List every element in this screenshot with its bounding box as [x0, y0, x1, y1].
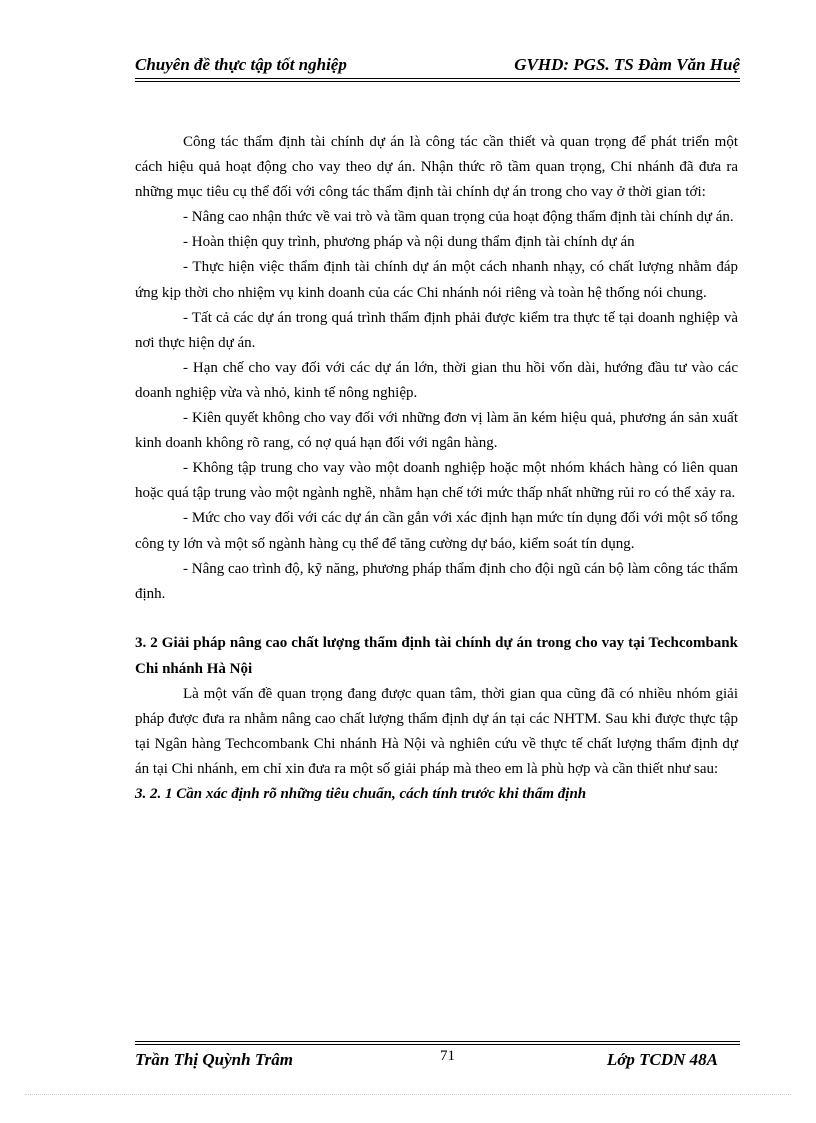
bullet-item: - Thực hiện việc thẩm định tài chính dự án một cách nhanh nhạy, có chất lượng nhằm đáp ứng kịp thời cho nhiệm vụ kinh doanh của các Chi nhánh nói riêng và toàn hệ thống nói chung.: [135, 259, 738, 301]
bullet-item: - Nâng cao nhận thức về vai trò và tầm quan trọng của hoạt động thẩm định tài chính dự án.: [183, 209, 734, 226]
header-document-title: Chuyên đề thực tập tốt nghiệp: [135, 55, 347, 74]
footer-author: Trần Thị Quỳnh Trâm: [135, 1050, 293, 1069]
bullet-item: - Mức cho vay đối với các dự án cần gắn với xác định hạn mức tín dụng đối với một số tổng công ty lớn và một số ngành hàng cụ thể để tăng cường dự báo, kiểm soát tín dụng.: [135, 510, 738, 552]
bullet-item: - Nâng cao trình độ, kỹ năng, phương pháp thẩm định cho đội ngũ cán bộ làm công tác thẩm định.: [135, 560, 738, 602]
header-rule-thin: [135, 81, 740, 82]
bullet-item: - Kiên quyết không cho vay đối với những đơn vị làm ăn kém hiệu quả, phương án sản xuất kinh doanh không rõ rang, có nợ quá hạn đối với ngân hàng.: [135, 410, 738, 452]
section-heading: 3. 2 Giải pháp nâng cao chất lượng thẩm định tài chính dự án trong cho vay tại Techcombank Chi nhánh Hà Nội: [135, 634, 738, 677]
footer-class: Lớp TCDN 48A: [606, 1050, 718, 1069]
subsection-heading: 3. 2. 1 Cần xác định rõ những tiêu chuẩn, cách tính trước khi thẩm định: [135, 786, 587, 803]
section-paragraph: Là một vấn đề quan trọng đang được quan tâm, thời gian qua cũng đã có nhiều nhóm giải pháp được đưa ra nhằm nâng cao chất lượng thẩm định dự án tại các NHTM. Sau khi được thực tập tại Ngân hàng Techcombank Chi nhánh Hà Nội và nghiên cứu về thực tế chất lượng thẩm định dự án tại Chi nhánh, em chỉ xin đưa ra một số giải pháp mà theo em là phù hợp và cần thiết như sau:: [135, 685, 738, 778]
page-header: [135, 55, 740, 79]
bullet-item: - Hạn chế cho vay đối với các dự án lớn, thời gian thu hồi vốn dài, hướng đầu tư vào các doanh nghiệp vừa và nhỏ, kinh tế nông nghiệp.: [135, 359, 738, 401]
footer-rule-thin: [135, 1041, 740, 1042]
bullet-item: - Tất cả các dự án trong quá trình thẩm định phải được kiểm tra thực tế tại doanh nghiệp và nơi thực hiện dự án.: [135, 309, 738, 351]
bullet-item: - Hoàn thiện quy trình, phương pháp và nội dung thẩm định tài chính dự án: [183, 234, 635, 251]
page-bottom-dotted-line: [25, 1094, 791, 1095]
page-body: [135, 130, 738, 807]
section-spacer: [135, 607, 738, 630]
page-number: 71: [440, 1048, 455, 1064]
footer-rule-thick: [135, 1044, 740, 1045]
header-rule-thick: [135, 78, 740, 79]
page-footer: [135, 1050, 740, 1074]
header-supervisor: GVHD: PGS. TS Đàm Văn Huệ: [514, 55, 740, 74]
bullet-item: - Không tập trung cho vay vào một doanh nghiệp hoặc một nhóm khách hàng có liên quan hoặc quá tập trung vào một ngành nghề, nhằm hạn chế tới mức thấp nhất những rủi ro có thể xảy ra.: [135, 460, 738, 502]
intro-paragraph: Công tác thẩm định tài chính dự án là công tác cần thiết và quan trọng để phát triển một cách hiệu quả hoạt động cho vay theo dự án. Nhận thức rõ tầm quan trọng, Chi nhánh đã đưa ra những mục tiêu cụ thể đối với công tác thẩm định tài chính dự án trong cho vay ở thời gian tới:: [135, 134, 738, 201]
